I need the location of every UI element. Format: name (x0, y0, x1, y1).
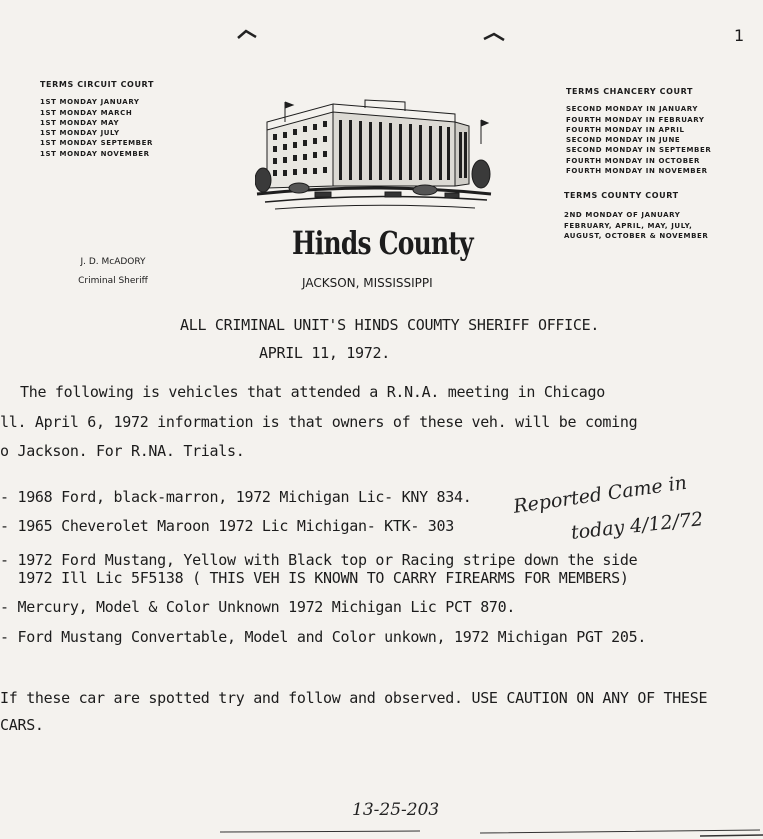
chancery-term: FOURTH MONDAY IN APRIL (566, 125, 685, 134)
circuit-court-title: TERMS CIRCUIT COURT (40, 80, 155, 89)
circuit-term: 1ST MONDAY SEPTEMBER (40, 139, 153, 148)
scan-mark (236, 28, 260, 42)
file-number: 13-25-203 (352, 800, 440, 820)
scan-mark (482, 30, 506, 44)
chancery-term: FOURTH MONDAY IN NOVEMBER (566, 167, 708, 176)
sheriff-title: Criminal Sheriff (78, 276, 148, 286)
chancery-court-terms (566, 87, 711, 176)
county-court-title: TERMS COUNTY COURT (564, 191, 679, 200)
memo-intro-line: ll. April 6, 1972 information is that owners of these veh. will be coming (0, 413, 638, 431)
memo-intro-line: The following is vehicles that attended a R.N.A. meeting in Chicago (20, 383, 605, 401)
circuit-term: 1ST MONDAY JANUARY (40, 98, 140, 107)
vehicle-entry: - 1972 Ford Mustang, Yellow with Black top or Racing stripe down the side (0, 551, 638, 569)
county-term: AUGUST, OCTOBER & NOVEMBER (564, 231, 709, 240)
chancery-term: FOURTH MONDAY IN OCTOBER (566, 156, 701, 165)
vehicle-entry: - Mercury, Model & Color Unknown 1972 Michigan Lic PCT 870. (0, 598, 516, 616)
scan-edge-lines (220, 824, 763, 839)
vehicle-entry: - 1968 Ford, black-marron, 1972 Michigan Lic- KNY 834. (0, 488, 472, 506)
memo-date-line: APRIL 11, 1972. (259, 344, 390, 362)
chancery-term: SECOND MONDAY IN JUNE (566, 136, 681, 145)
vehicle-entry-continued: 1972 Ill Lic 5F5138 ( THIS VEH IS KNOWN TO CARRY FIREARMS FOR MEMBERS) (0, 569, 629, 587)
county-term: FEBRUARY, APRIL, MAY, JULY, (564, 221, 693, 230)
circuit-term: 1ST MONDAY MAY (40, 118, 120, 127)
chancery-term: FOURTH MONDAY IN FEBRUARY (566, 115, 705, 124)
memo-closing-line: CARS. (0, 716, 44, 734)
vehicle-entry: - 1965 Cheverolet Maroon 1972 Lic Michigan- KTK- 303 (0, 517, 455, 535)
county-name-logo: Hinds County (292, 224, 473, 262)
chancery-court-title: TERMS CHANCERY COURT (566, 87, 694, 96)
courthouse-illustration (255, 82, 495, 222)
circuit-term: 1ST MONDAY MARCH (40, 108, 133, 117)
memo-to-line: ALL CRIMINAL UNIT'S HINDS COUMTY SHERIFF OFFICE. (180, 316, 600, 334)
circuit-term: 1ST MONDAY NOVEMBER (40, 149, 150, 158)
sheriff-block (58, 253, 168, 291)
circuit-court-terms (40, 80, 154, 159)
corner-mark: 1 (734, 26, 745, 45)
city-line: JACKSON, MISSISSIPPI (302, 276, 433, 290)
vehicle-entry: - Ford Mustang Convertable, Model and Color unkown, 1972 Michigan PGT 205. (0, 628, 647, 646)
handwritten-note: Reported Came in (512, 471, 689, 518)
county-term: 2ND MONDAY OF JANUARY (564, 211, 681, 220)
circuit-term: 1ST MONDAY JULY (40, 129, 120, 138)
memo-intro-line: o Jackson. For R.NA. Trials. (0, 442, 245, 460)
sheriff-name: J. D. McADORY (80, 257, 146, 267)
chancery-term: SECOND MONDAY IN SEPTEMBER (566, 146, 712, 155)
memo-closing-line: If these car are spotted try and follow and observed. USE CAUTION ON ANY OF THESE (0, 689, 708, 707)
chancery-term: SECOND MONDAY IN JANUARY (566, 105, 698, 114)
handwritten-note: today 4/12/72 (570, 508, 705, 544)
county-court-terms (564, 191, 708, 241)
